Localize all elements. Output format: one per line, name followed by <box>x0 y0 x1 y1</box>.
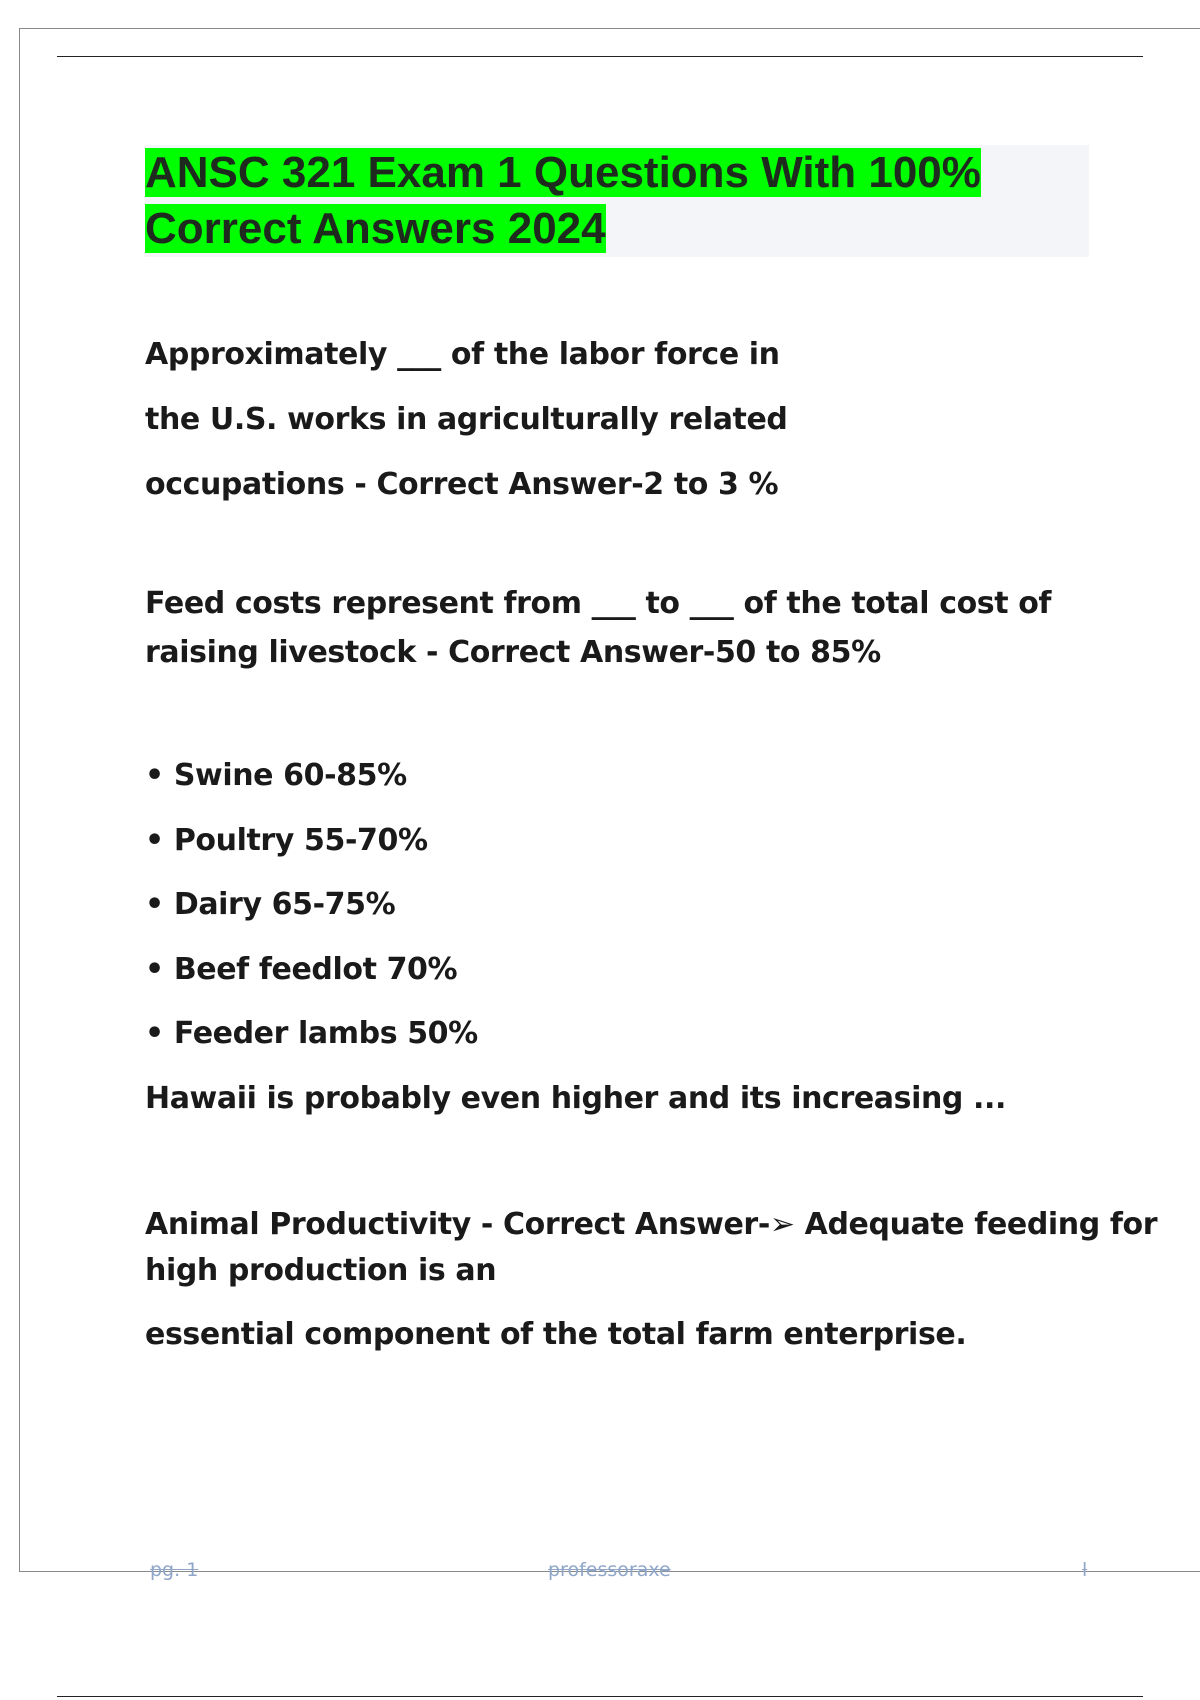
question-3-line-2: high production is an <box>145 1253 497 1288</box>
question-3-line-1: Animal Productivity - Correct Answer-➢ Adequate feeding for <box>145 1207 1158 1242</box>
question-3-line-3: essential component of the total farm enterprise. <box>145 1317 967 1352</box>
question-2 <box>145 579 1051 677</box>
bottom-rule <box>57 1696 1143 1697</box>
question-1-line-3: occupations - Correct Answer-2 to 3 % <box>145 467 779 502</box>
list-item: • Beef feedlot 70% <box>145 951 458 987</box>
list-item: • Swine 60-85% <box>145 758 407 793</box>
header-rule <box>57 56 1143 57</box>
question-2-line-2: raising livestock - Correct Answer-50 to 85% <box>145 635 881 670</box>
list-item: • Poultry 55-70% <box>145 822 428 858</box>
list-item: • Dairy 65-75% <box>145 887 396 922</box>
list-item: • Feeder lambs 50% <box>145 1016 478 1051</box>
title-line-2: Correct Answers 2024 <box>145 204 606 253</box>
footer-page-number: pg. 1 <box>150 1559 199 1581</box>
title-block <box>145 145 1089 257</box>
question-3 <box>145 1202 1157 1358</box>
hawaii-note: Hawaii is probably even higher and its increasing ... <box>145 1080 1007 1116</box>
question-2-line-1: Feed costs represent from ___ to ___ of the total cost of <box>145 586 1052 621</box>
title-line-1: ANSC 321 Exam 1 Questions With 100% <box>145 148 981 197</box>
question-1 <box>145 322 788 517</box>
document-title <box>145 145 1089 257</box>
feed-cost-list <box>145 744 1006 1131</box>
footer-author: professoraxe <box>548 1559 671 1581</box>
question-1-line-1: Approximately ___ of the labor force in <box>145 337 780 372</box>
footer-right-mark: l <box>1082 1559 1088 1581</box>
question-1-line-2: the U.S. works in agriculturally related <box>145 402 788 437</box>
